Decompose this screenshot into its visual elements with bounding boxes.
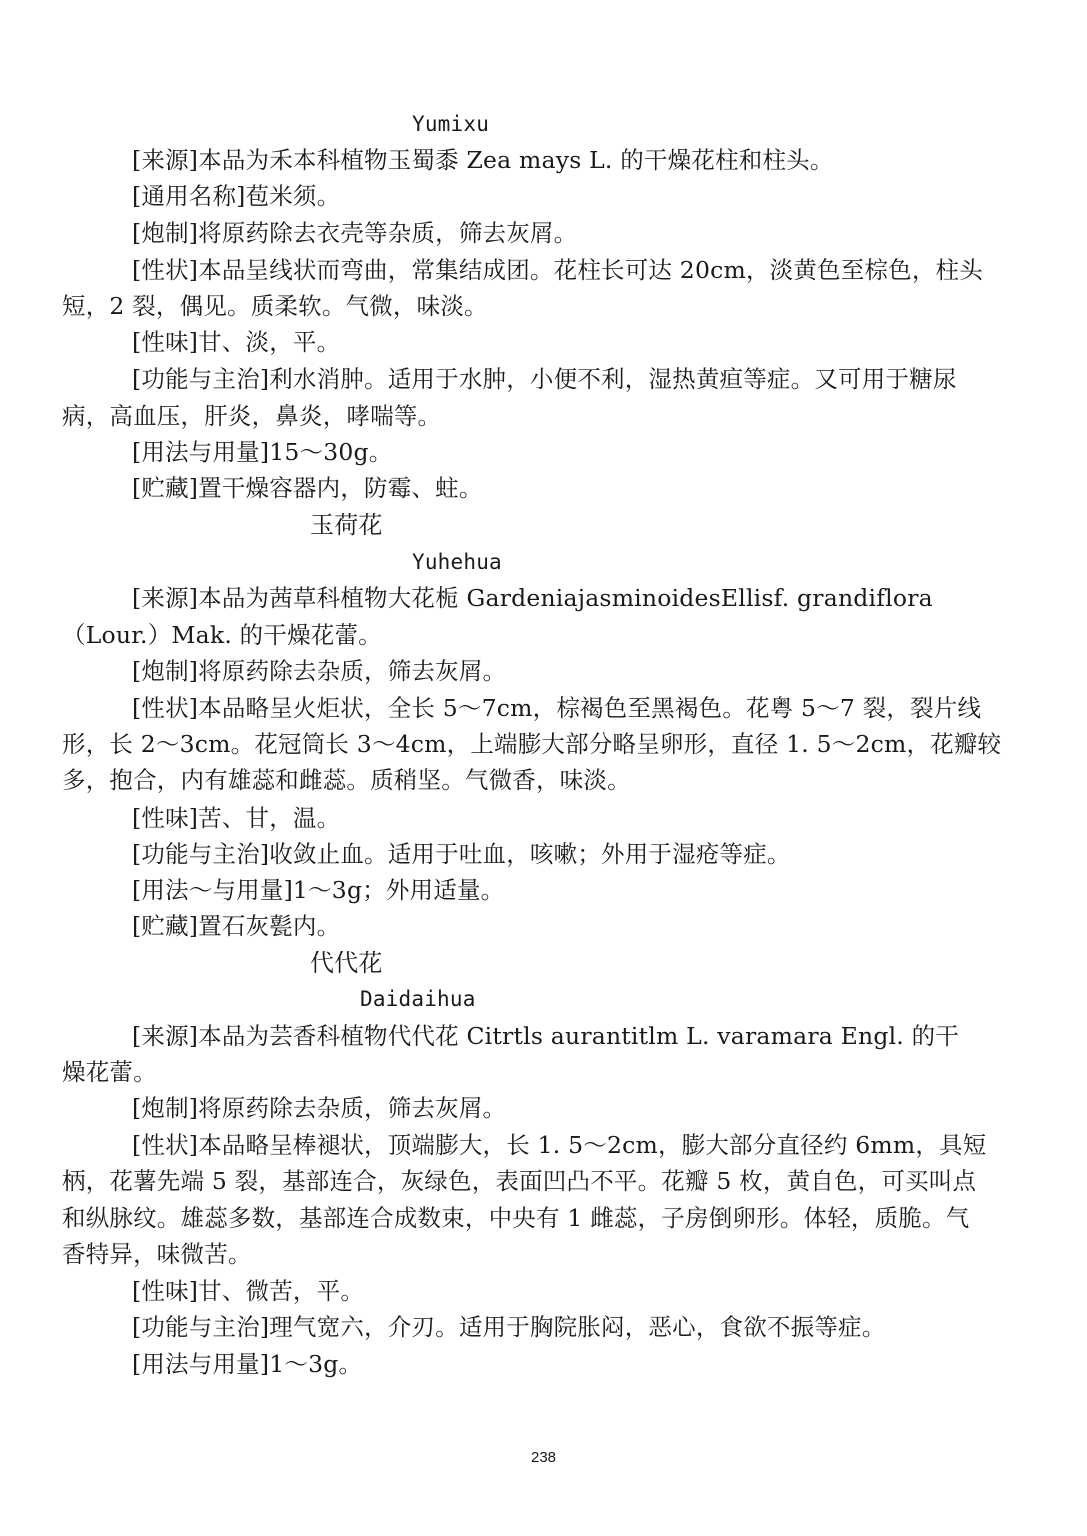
entry-line: [用法与用量]15～30g。 <box>132 438 393 466</box>
entry-line: [性状]本品略呈棒褪状，顶端膨大，长 1. 5～2cm，膨大部分直径约 6mm，具短 <box>132 1131 987 1159</box>
entry-line: [性状]本品呈线状而弯曲，常集结成团。花柱长可达 20cm，淡黄色至棕色，柱头 <box>132 256 983 284</box>
entry-line: 多，抱合，内有雄蕊和雌蕊。质稍坚。气微香，味淡。 <box>62 766 631 794</box>
entry-pinyin: Yumixu <box>412 112 490 136</box>
entry-line: [功能与主治]理气宽六，介刃。适用于胸院胀闷，恶心，食欲不振等症。 <box>132 1313 886 1341</box>
entry-line: [功能与主治]利水消肿。适用于水肿，小便不利，湿热黄疸等症。又可用于糖尿 <box>132 365 957 393</box>
entry-pinyin: Daidaihua <box>360 987 476 1011</box>
entry-line: [功能与主治]收敛止血。适用于吐血，咳嗽；外用于湿疮等症。 <box>132 840 791 868</box>
entry-title: 玉荷花 <box>310 511 383 539</box>
entry-line: 短，2 裂，偶见。质柔软。气微，味淡。 <box>62 292 488 320</box>
entry-line: [炮制]将原药除去衣壳等杂质，筛去灰屑。 <box>132 219 578 247</box>
entry-line: [性味]苦、甘，温。 <box>132 804 341 832</box>
entry-line: 柄，花薯先端 5 裂，基部连合，灰绿色，表面凹凸不平。花瓣 5 枚，黄自色，可买叫点 <box>62 1167 977 1195</box>
entry-line: [贮藏]置石灰甏内。 <box>132 912 341 940</box>
entry-line: [用法与用量]1～3g。 <box>132 1350 363 1378</box>
entry-line: [用法～与用量]1～3g；外用适量。 <box>132 876 505 904</box>
entry-pinyin: Yuhehua <box>412 550 502 574</box>
entry-line: 燥花蕾。 <box>62 1058 157 1086</box>
entry-line: （Lour.）Mak. 的干燥花蕾。 <box>62 621 382 649</box>
entry-line: [贮藏]置干燥容器内，防霉、蛀。 <box>132 474 483 502</box>
entry-line: [性状]本品略呈火炬状，全长 5～7cm，棕褐色至黑褐色。花粤 5～7 裂，裂片线 <box>132 694 982 722</box>
entry-line: [来源]本品为芸香科植物代代花 Citrtls aurantitlm L. varamara Engl. 的干 <box>132 1022 960 1050</box>
page-number: 238 <box>530 1449 557 1466</box>
entry-line: 病，高血压，肝炎，鼻炎，哮喘等。 <box>62 402 442 430</box>
entry-line: 香特异，味微苦。 <box>62 1240 252 1268</box>
entry-line: [炮制]将原药除去杂质，筛去灰屑。 <box>132 1094 507 1122</box>
entry-line: [性味]甘、微苦，平。 <box>132 1277 365 1305</box>
entry-title: 代代花 <box>310 949 383 977</box>
entry-line: 和纵脉纹。雄蕊多数，基部连合成数束，中央有 1 雌蕊，子房倒卵形。体轻，质脆。气 <box>62 1204 970 1232</box>
entry-line: [来源]本品为禾本科植物玉蜀黍 Zea mays L. 的干燥花柱和柱头。 <box>132 146 834 174</box>
entry-line: [性味]甘、淡，平。 <box>132 328 341 356</box>
entry-line: [炮制]将原药除去杂质，筛去灰屑。 <box>132 657 507 685</box>
entry-line: [来源]本品为茜草科植物大花栀 GardeniajasminoidesEllisf. grandiflora <box>132 584 933 612</box>
entry-line: [通用名称]苞米须。 <box>132 182 341 210</box>
entry-line: 形，长 2～3cm。花冠筒长 3～4cm，上端膨大部分略呈卵形，直径 1. 5～2cm，花瓣较 <box>62 730 1002 758</box>
